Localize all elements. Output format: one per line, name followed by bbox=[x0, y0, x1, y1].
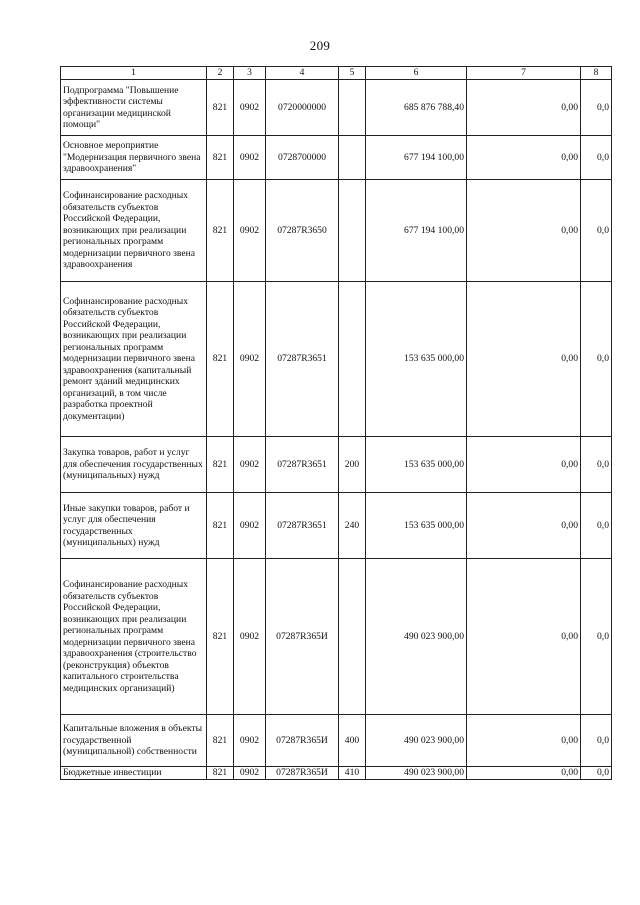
row-col8: 0,0 bbox=[581, 559, 612, 715]
row-col8: 0,0 bbox=[581, 180, 612, 282]
row-sum: 677 194 100,00 bbox=[366, 136, 467, 180]
row-col7: 0,00 bbox=[467, 136, 581, 180]
header-col-6: 6 bbox=[366, 67, 467, 80]
row-csr: 07287R3651 bbox=[266, 282, 339, 437]
table-row bbox=[61, 437, 612, 493]
row-vr bbox=[339, 559, 366, 715]
row-col8: 0,0 bbox=[581, 437, 612, 493]
row-csr: 07287R3650 bbox=[266, 180, 339, 282]
row-col7: 0,00 bbox=[467, 437, 581, 493]
row-rzpr: 0902 bbox=[234, 80, 266, 136]
row-rzpr: 0902 bbox=[234, 767, 266, 780]
header-col-3: 3 bbox=[234, 67, 266, 80]
row-name: Иные закупки товаров, работ и услуг для обеспечения государственных (муниципальных) нужд bbox=[61, 493, 207, 559]
row-rzpr: 0902 bbox=[234, 715, 266, 767]
row-gr: 821 bbox=[207, 559, 234, 715]
table-row bbox=[61, 80, 612, 136]
table-row bbox=[61, 493, 612, 559]
header-col-8: 8 bbox=[581, 67, 612, 80]
row-vr bbox=[339, 282, 366, 437]
row-col7: 0,00 bbox=[467, 282, 581, 437]
row-sum: 490 023 900,00 bbox=[366, 767, 467, 780]
table-row bbox=[61, 767, 612, 780]
row-vr bbox=[339, 136, 366, 180]
table-row bbox=[61, 136, 612, 180]
table-row bbox=[61, 559, 612, 715]
row-name: Софинансирование расходных обязательств субъектов Российской Федерации, возникающих при реализации региональных программ модернизации первичного звена здравоохранения bbox=[61, 180, 207, 282]
row-rzpr: 0902 bbox=[234, 437, 266, 493]
row-name: Бюджетные инвестиции bbox=[61, 767, 207, 780]
row-sum: 685 876 788,40 bbox=[366, 80, 467, 136]
row-col7: 0,00 bbox=[467, 80, 581, 136]
row-rzpr: 0902 bbox=[234, 282, 266, 437]
row-rzpr: 0902 bbox=[234, 136, 266, 180]
row-name: Софинансирование расходных обязательств субъектов Российской Федерации, возникающих при реализации региональных программ модернизации первичного звена здравоохранения (строительство (реконструкция) объектов капитального строительства медицинских организаций) bbox=[61, 559, 207, 715]
row-sum: 490 023 900,00 bbox=[366, 559, 467, 715]
row-csr: 0728700000 bbox=[266, 136, 339, 180]
table-row bbox=[61, 180, 612, 282]
row-csr: 07287R365И bbox=[266, 715, 339, 767]
row-csr: 07287R3651 bbox=[266, 437, 339, 493]
row-gr: 821 bbox=[207, 282, 234, 437]
row-gr: 821 bbox=[207, 437, 234, 493]
row-name: Закупка товаров, работ и услуг для обеспечения государственных (муниципальных) нужд bbox=[61, 437, 207, 493]
row-vr bbox=[339, 80, 366, 136]
row-col8: 0,0 bbox=[581, 715, 612, 767]
budget-table bbox=[60, 66, 612, 780]
row-name: Софинансирование расходных обязательств субъектов Российской Федерации, возникающих при реализации региональных программ модернизации первичного звена здравоохранения (капитальный ремонт зданий медицинских организаций, в том числе разработка проектной документации) bbox=[61, 282, 207, 437]
row-vr bbox=[339, 180, 366, 282]
row-col8: 0,0 bbox=[581, 767, 612, 780]
header-col-7: 7 bbox=[467, 67, 581, 80]
row-gr: 821 bbox=[207, 493, 234, 559]
row-sum: 153 635 000,00 bbox=[366, 282, 467, 437]
row-col7: 0,00 bbox=[467, 559, 581, 715]
row-col8: 0,0 bbox=[581, 282, 612, 437]
row-sum: 153 635 000,00 bbox=[366, 437, 467, 493]
row-gr: 821 bbox=[207, 767, 234, 780]
row-csr: 07287R3651 bbox=[266, 493, 339, 559]
header-row bbox=[61, 67, 612, 80]
row-vr: 200 bbox=[339, 437, 366, 493]
row-csr: 07287R365И bbox=[266, 559, 339, 715]
row-col7: 0,00 bbox=[467, 767, 581, 780]
row-col7: 0,00 bbox=[467, 180, 581, 282]
row-name: Основное мероприятие "Модернизация первичного звена здравоохранения" bbox=[61, 136, 207, 180]
row-vr: 400 bbox=[339, 715, 366, 767]
row-col8: 0,0 bbox=[581, 493, 612, 559]
row-vr: 410 bbox=[339, 767, 366, 780]
row-name: Подпрограмма "Повышение эффективности системы организации медицинской помощи" bbox=[61, 80, 207, 136]
page-number: 209 bbox=[309, 38, 331, 53]
table-row bbox=[61, 282, 612, 437]
row-rzpr: 0902 bbox=[234, 493, 266, 559]
row-col8: 0,0 bbox=[581, 136, 612, 180]
row-vr: 240 bbox=[339, 493, 366, 559]
row-gr: 821 bbox=[207, 180, 234, 282]
row-sum: 677 194 100,00 bbox=[366, 180, 467, 282]
row-csr: 0720000000 bbox=[266, 80, 339, 136]
row-col7: 0,00 bbox=[467, 493, 581, 559]
row-csr: 07287R365И bbox=[266, 767, 339, 780]
table-row bbox=[61, 715, 612, 767]
row-col8: 0,0 bbox=[581, 80, 612, 136]
header-col-4: 4 bbox=[266, 67, 339, 80]
row-gr: 821 bbox=[207, 80, 234, 136]
header-col-5: 5 bbox=[339, 67, 366, 80]
header-col-2: 2 bbox=[207, 67, 234, 80]
row-sum: 153 635 000,00 bbox=[366, 493, 467, 559]
row-sum: 490 023 900,00 bbox=[366, 715, 467, 767]
header-col-1: 1 bbox=[61, 67, 207, 80]
row-rzpr: 0902 bbox=[234, 559, 266, 715]
row-col7: 0,00 bbox=[467, 715, 581, 767]
row-rzpr: 0902 bbox=[234, 180, 266, 282]
row-name: Капитальные вложения в объекты государственной (муниципальной) собственности bbox=[61, 715, 207, 767]
row-gr: 821 bbox=[207, 715, 234, 767]
row-gr: 821 bbox=[207, 136, 234, 180]
